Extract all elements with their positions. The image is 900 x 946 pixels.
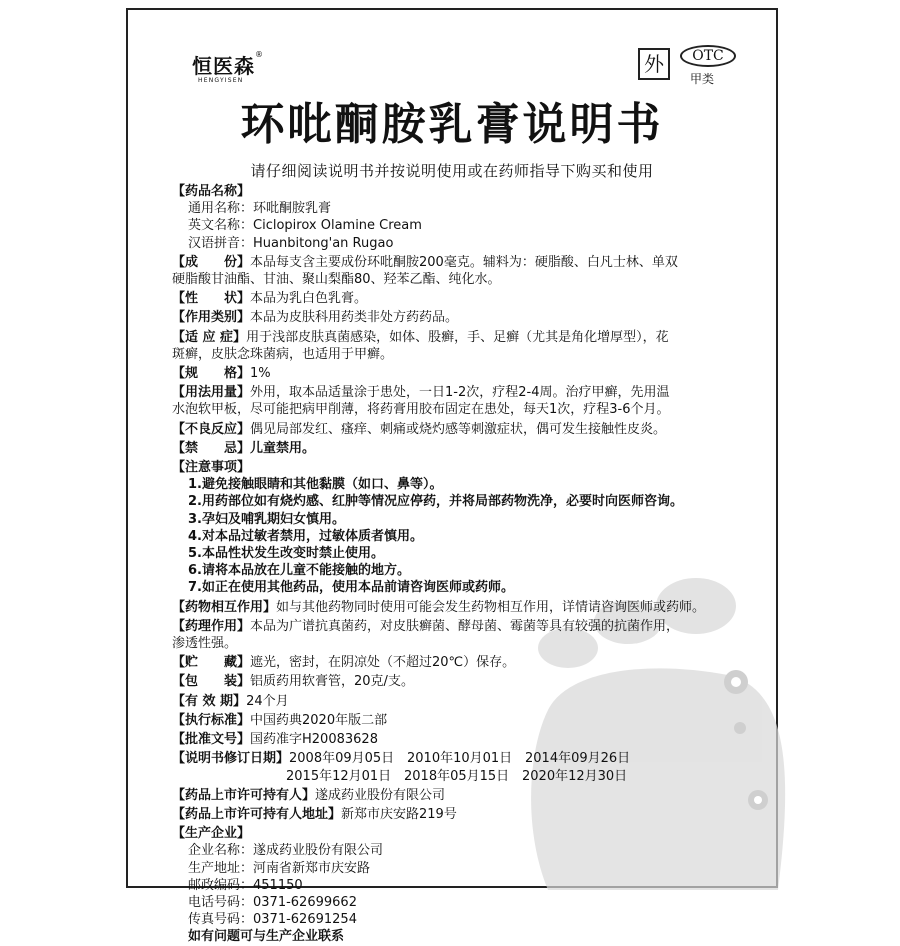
revision-date: 2008年09月05日 [289,751,395,767]
precaution-item: 7.如正在使用其他药品，使用本品前请咨询医师或药师。 [188,580,514,596]
revision-date: 2018年05月15日 [404,768,510,784]
manufacturer-name-row: 企业名称：遂成药业股份有限公司 [188,843,384,859]
revision-date: 2015年12月01日 [286,768,392,784]
revision-date: 2014年09月26日 [525,751,631,767]
section-appearance: 【性 状】本品为乳白色乳膏。 [172,291,368,307]
section-standard: 【执行标准】中国药典2020年版二部 [172,712,388,728]
section-mah: 【药品上市许可持有人】遂成药业股份有限公司 [172,787,446,803]
section-category: 【作用类别】本品为皮肤科用药类非处方药药品。 [172,310,459,326]
indications-continued: 斑癣，皮肤念珠菌病，也适用于甲癣。 [172,346,394,362]
precaution-item: 5.本品性状发生改变时禁止使用。 [188,546,384,562]
otc-badge: OTC [680,45,736,67]
dosage-continued: 水泡软甲板，尽可能把病甲削薄，将药膏用胶布固定在患处，每天1次，疗程3-6个月。 [172,402,670,418]
manufacturer-phone-row: 电话号码：0371-62699662 [188,894,357,910]
section-spec: 【规 格】1% [172,366,271,382]
english-name-row: 英文名称：Ciclopirox Olamine Cream [188,218,422,234]
registered-mark: ® [255,50,263,59]
section-interactions: 【药物相互作用】如与其他药物同时使用可能会发生药物相互作用，详情请咨询医师或药师。 [172,599,706,615]
document-title: 环吡酮胺乳膏说明书 [240,99,664,150]
section-manufacturer-header: 【生产企业】 [172,826,251,842]
brand-name: 恒医森 [192,54,255,78]
section-approval: 【批准文号】国药准字H20083628 [172,732,378,748]
leaflet-content [172,183,740,946]
section-package: 【包 装】铝质药用软膏管，20克/支。 [172,674,414,690]
generic-name-row: 通用名称：环吡酮胺乳膏 [188,201,332,217]
precaution-item: 2.用药部位如有烧灼感、红肿等情况应停药，并将局部药物洗净，必要时向医师咨询。 [188,494,683,510]
section-pharmacology: 【药理作用】本品为广谱抗真菌药，对皮肤癣菌、酵母菌、霉菌等具有较强的抗菌作用， [172,618,680,634]
precaution-item: 6.请将本品放在儿童不能接触的地方。 [188,563,410,579]
manufacturer-fax-row: 传真号码：0371-62691254 [188,912,357,928]
manufacturer-postal-row: 邮政编码：451150 [188,877,303,893]
section-contra: 【禁 忌】儿童禁用。 [172,440,316,456]
pinyin-row: 汉语拼音：Huanbitong'an Rugao [188,235,394,251]
section-adverse: 【不良反应】偶见局部发红、瘙痒、刺痛或烧灼感等刺激症状，偶可发生接触性皮炎。 [172,421,667,437]
section-dosage: 【用法用量】外用，取本品适量涂于患处，一日1-2次，疗程2-4周。治疗甲癣，先用温 [172,385,670,401]
section-mah-address: 【药品上市许可持有人地址】新郑市庆安路219号 [172,806,457,822]
precaution-item: 3.孕妇及哺乳期妇女慎用。 [188,511,345,527]
brand-logo [192,50,263,84]
revision-dates-continued [172,768,740,785]
section-revision: 【说明书修订日期】2008年09月05日 2010年10月01日 2014年09月26日 [172,751,631,767]
composition-continued: 硬脂酸甘油酯、甘油、聚山梨酯80、羟苯乙酯、纯化水。 [172,272,501,288]
precaution-item: 1.避免接触眼睛和其他黏膜（如口、鼻等）。 [188,477,443,493]
section-drug-name-header: 【药品名称】 [172,184,251,199]
section-validity: 【有 效 期】24个月 [172,693,289,709]
section-composition: 【成 份】本品每支含主要成份环吡酮胺200毫克。辅料为：硬脂酸、白凡士林、单双 [172,254,678,270]
leaflet-frame [126,8,778,945]
section-indications: 【适 应 症】用于浅部皮肤真菌感染，如体、股癣，手、足癣（尤其是角化增厚型），花 [172,329,669,345]
precaution-item: 4.对本品过敏者禁用，过敏体质者慎用。 [188,528,423,544]
document-subtitle: 请仔细阅读说明书并按说明使用或在药师指导下购买和使用 [250,162,654,180]
revision-date: 2020年12月30日 [522,768,628,784]
otc-class-label: 甲类 [690,72,715,86]
manufacturer-address-row: 生产地址：河南省新郑市庆安路 [188,860,371,876]
section-precautions-header: 【注意事项】 [172,460,251,476]
brand-english: HENGYISEN [198,77,244,84]
pharmacology-continued: 渗透性强。 [172,636,238,652]
external-use-badge: 外 [638,48,670,80]
revision-date: 2010年10月01日 [407,751,513,767]
contact-note: 如有问题可与生产企业联系 [188,929,345,945]
section-storage: 【贮 藏】遮光，密封，在阴凉处（不超过20℃）保存。 [172,655,516,671]
